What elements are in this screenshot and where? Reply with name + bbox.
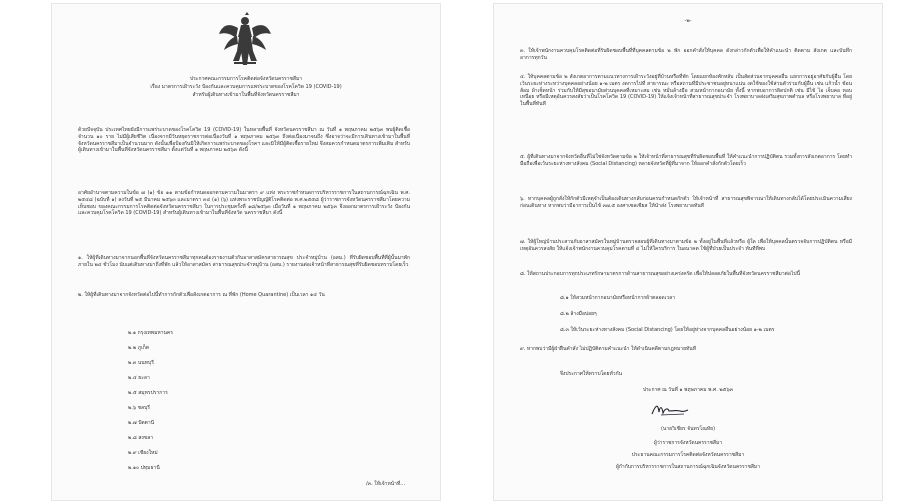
province-item: ๒.๔ ยะลา xyxy=(128,375,150,381)
garuda-emblem-icon xyxy=(218,12,272,68)
preamble-paragraph: ด้วยปัจจุบัน ประเทศไทยยังมีการแพร่ระบาดของโรคโควิด 19 (COVID-19) ในหลายพื้นที่ จังหวัดนครราชสีมา ณ วันที่ ๑ พฤษภาคม ๒๕๖๓ พบผู้ติดเชื้อจำนวน ๑๐ ราย ไม่มีผู้เสียชีวิต เนื่องจากมีวันหยุดราชการต่อเนื่องวันที่ ๑ พฤษภาคม ๒๕๖๓ ถึงต่อเนื่องมาจนถึง ซึ่งอาจว่าจะมีการเดินทางเข้ามาในพื้นที่ จังหวัดนครราชสีมาเป็นจำนวนมาก ดังนั้นเพื่อป้องกันมิให้เกิดการแพร่ระบาดของโรคฯ และมิให้มีผู้ติดเชื้อรายใหม่ จึงสมควรกำหนดมาตรการเพิ่มเติม สำหรับผู้เดินทางเข้ามาในพื้นที่จังหวัดนครราชสีมา ตั้งแต่วันที่ ๑ พฤษภาคม ๒๕๖๓ ดังนี้ xyxy=(78,127,410,154)
signer-title: ผู้กำกับการบริหารราชการในสถานการณ์ฉุกเฉินจังหวัดนครราชสีมา xyxy=(615,464,761,470)
province-item: ๒.๑๐ ปทุมธานี xyxy=(128,465,160,471)
measure-item-9: ๙. หากพบว่ามีผู้ฝ่าฝืนคำสั่ง ไม่ปฏิบัติตามคำแนะนำ ให้ดำเนินคดีตามกฎหมายทันที xyxy=(520,346,697,352)
document-page-1 xyxy=(52,4,440,500)
measure-item-2: ๒. ให้ผู้ที่เดินทางมาจากจังหวัดต่อไปนี้ทำการกักตัวเพื่อสังเกตอาการ ณ ที่พัก (Home Quarantine) เป็นเวลา ๑๔ วัน xyxy=(78,292,325,298)
signer-title: ประธานคณะกรรมการโรคติดต่อจังหวัดนครราชสีมา xyxy=(631,452,745,458)
announcement-scope: สำหรับผู้เดินทางเข้ามาในพื้นที่จังหวัดนครราชสีมา xyxy=(192,92,300,98)
measure-item-7: ๗. ให้ผู้ใหญ่บ้านประสานกับอาสาสมัครในหมู่บ้านตรวจสอบผู้ที่เดินทางมาตามข้อ ๒ ทั้งอยู่ในพื้นที่แล้วหรือ ผู้ใด เพื่อให้บุคคลนั้นตรวจจับการปฏิบัติตน หรือมีเหตุอันควรสงสัย ให้แจ้งเจ้าพนักงานควบคุมโรคตามที่ ๔ ไม่ให้ใครบริการ ในอนาคต ใช้ผู้ที่ป่วยเป็นประจำ ทันทีที่พบ xyxy=(520,239,852,252)
authority-paragraph: อาศัยอำนาจตามความในข้อ ๗ (๑) ข้อ ๑๑ ตามข้อกำหนดออกตามความในมาตรา ๙ แห่ง พระราชกำหนดการบริหารราชการในสถานการณ์ฉุกเฉิน พ.ศ. ๒๕๔๘ (ฉบับที่ ๑) ลงวันที่ ๒๕ มีนาคม ๒๕๖๓ และมาตรา ๓๔ (๑) (๖) แห่งพระราชบัญญัติโรคติดต่อ พ.ศ.๒๕๕๘ ผู้ว่าราชการจังหวัดนครราชสีมาโดยความเห็นชอบ ของคณะกรรมการโรคติดต่อจังหวัดนครราชสีมา ในการประชุมครั้งที่ ๑๘/๒๕๖๓ เมื่อวันที่ ๑ พฤษภาคม ๒๕๖๓ จึงออกมาตรการเฝ้าระวัง ป้องกัน และควบคุมโรคโควิด 19 (COVID-19) สำหรับผู้เดินทางเข้ามาในพื้นที่จังหวัด นครราชสีมา ดังนี้ xyxy=(78,190,410,217)
province-item: ๒.๒ ภูเก็ต xyxy=(128,345,150,351)
province-item: ๒.๙ เชียงใหม่ xyxy=(128,450,158,456)
sub-measure-item: ๘.๒ ล้างมือบ่อยๆ xyxy=(560,311,597,317)
measure-item-6: ๖. หากบุคคลผู้ถูกสั่งให้กักตัวมีเหตุจำเป็นต้องเดินทางกลับก่อนครบกำหนดกักตัว ให้เจ้าหน้าที่ สาธารณสุขพิจารณาให้เดินทางกลับได้โดยประเมินความเสี่ยงก่อนเดินทาง หากพบว่ามีอาการเป็นไข้ ๓๗.๕ องศาเซลเซียส ให้นำส่ง โรงพยาบาลทันที xyxy=(520,196,852,209)
measure-item-1: ๑. ให้ผู้ที่เดินทางมาจากนอกพื้นที่จังหวัดนครราชสีมาทุกคนต้องรายงานตัวกับอาสาสมัครสาธารณสุข ประจำหมู่บ้าน (อสม.) ที่รับผิดชอบพื้นที่ที่ผู้นั้นมาพัก ภายใน ๒๔ ชั่วโมง นับแต่เดินทางมาถึงที่พัก แล้วให้อาสาสมัคร สาธารณสุขประจำหมู่บ้าน (อสม.) รายงานต่อเจ้าหน้าที่สาธารณสุขที่รับผิดชอบทราบโดยเร็ว xyxy=(78,255,410,268)
signer-name: (นายวิเชียร จันทรโณทัย) xyxy=(660,426,716,432)
province-item: ๒.๘ สงขลา xyxy=(128,435,154,441)
closing-line: จึงประกาศให้ทราบโดยทั่วกัน xyxy=(560,371,623,377)
document-page-2 xyxy=(494,4,882,500)
signature-mark xyxy=(650,402,690,418)
province-item: ๒.๓ นนทบุรี xyxy=(128,360,154,366)
announcement-subject: เรื่อง มาตรการเฝ้าระวัง ป้องกันและควบคุมการแพร่ระบาดของโรคโควิด 19 (COVID-19) xyxy=(150,84,342,90)
province-item: ๒.๕ สมุทรปราการ xyxy=(128,390,168,396)
continuation-note: /๓. ให้เจ้าหน้าที่... xyxy=(366,481,406,487)
announcement-issuer: ประกาศคณะกรรมการโรคติดต่อจังหวัดนครราชสีมา xyxy=(189,76,303,82)
measure-item-4: ๔. ให้บุคคลตามข้อ ๒ สังเกตอาการตามแนวทางการเฝ้าระวังอยู่ที่บ้านหรือที่พัก โดยแยกห้องพักหลับ เป็นสัดส่วนจากบุคคลอื่น แยกการอยู่อาศัยกับผู้อื่น โดยเว้นระยะห่างระหว่างบุคคลอย่างน้อย ๑-๒ เมตร งดการไปที่ สาธารณะ หรือสถานที่มีประชาชนอยู่หนาแน่น งดใช้ของใช้ส่วนตัวร่วมกับผู้อื่น เช่น แก้วน้ำ ช้อนส้อม ผ้าเช็ดหน้า ร่วมกับให้มีสุขอนามัยส่วนบุคคลที่เหมาะสม เช่น หมั่นล้างมือ สวมหน้ากากอนามัย ทั้งนี้ หากพบอาการผิดปกติ เช่น มีไข้ ไอ เจ็บคอ หอบ เหนื่อย หรือมีเหตุอันควรสงสัยว่าเป็นโรคโควิด 19 (COVID-19) ให้แจ้งเจ้าหน้าที่สาธารณสุขประจำ โรงพยาบาลส่งเสริมสุขภาพตำบล หรือโรงพยาบาล ที่อยู่ในพื้นที่ทันที xyxy=(520,74,852,107)
province-item: ๒.๑ กรุงเทพมหานคร xyxy=(128,330,173,336)
measure-item-3: ๓. ให้เจ้าพนักงานควบคุมโรคติดต่อที่รับผิดชอบพื้นที่ที่บุคคลตามข้อ ๒ พัก ออกคำสั่งให้บุคคล ดังกล่าวกักตัวเพื่อให้คำแนะนำ ติดตาม สังเกต และบันทึกอาการทุกวัน xyxy=(520,48,852,61)
measure-item-5: ๕. ผู้ที่เดินทางมาจากจังหวัดอื่นที่ไม่ใช่จังหวัดตามข้อ ๒ ให้เจ้าหน้าที่สาธารณสุขที่รับผิดชอบพื้นที่ ให้คำแนะนำการปฏิบัติตน รวมทั้งการสังเกตอาการ โดยทำมือถือเพื่อเว้นระยะห่างทางสังคม (Social Distancing) หลายจังหวัดที่ผู้ที่มาจาก ให้ออกคำสั่งกักตัวโดยเร็ว xyxy=(520,154,852,167)
province-item: ๒.๗ ปัตตานี xyxy=(128,420,155,426)
province-item: ๒.๖ ชลบุรี xyxy=(128,405,150,411)
sub-measure-item: ๘.๑ ให้สวมหน้ากากอนามัยหรือหน้ากากผ้าตลอดเวลา xyxy=(560,295,675,301)
page-number: -๒- xyxy=(684,18,692,24)
announcement-date: ประกาศ ณ วันที่ ๑ พฤษภาคม พ.ศ. ๒๕๖๓ xyxy=(642,387,734,393)
sub-measure-item: ๘.๓ ให้เว้นระยะห่างทางสังคม (Social Distancing) โดยให้อยู่ห่างจากบุคคลอื่นอย่างน้อย ๑-๒ เมตร xyxy=(560,327,775,333)
signer-title: ผู้ว่าราชการจังหวัดนครราชสีมา xyxy=(653,440,723,446)
measure-item-8: ๘. ให้สถานประกอบการทุกประเภทรักษามาตรการด้านสาธารณสุขอย่างเคร่งครัด เพื่อให้ปลอดภัยในพื้นที่จังหวัดนครราชสีมาต่อไปนี้ xyxy=(520,271,800,277)
